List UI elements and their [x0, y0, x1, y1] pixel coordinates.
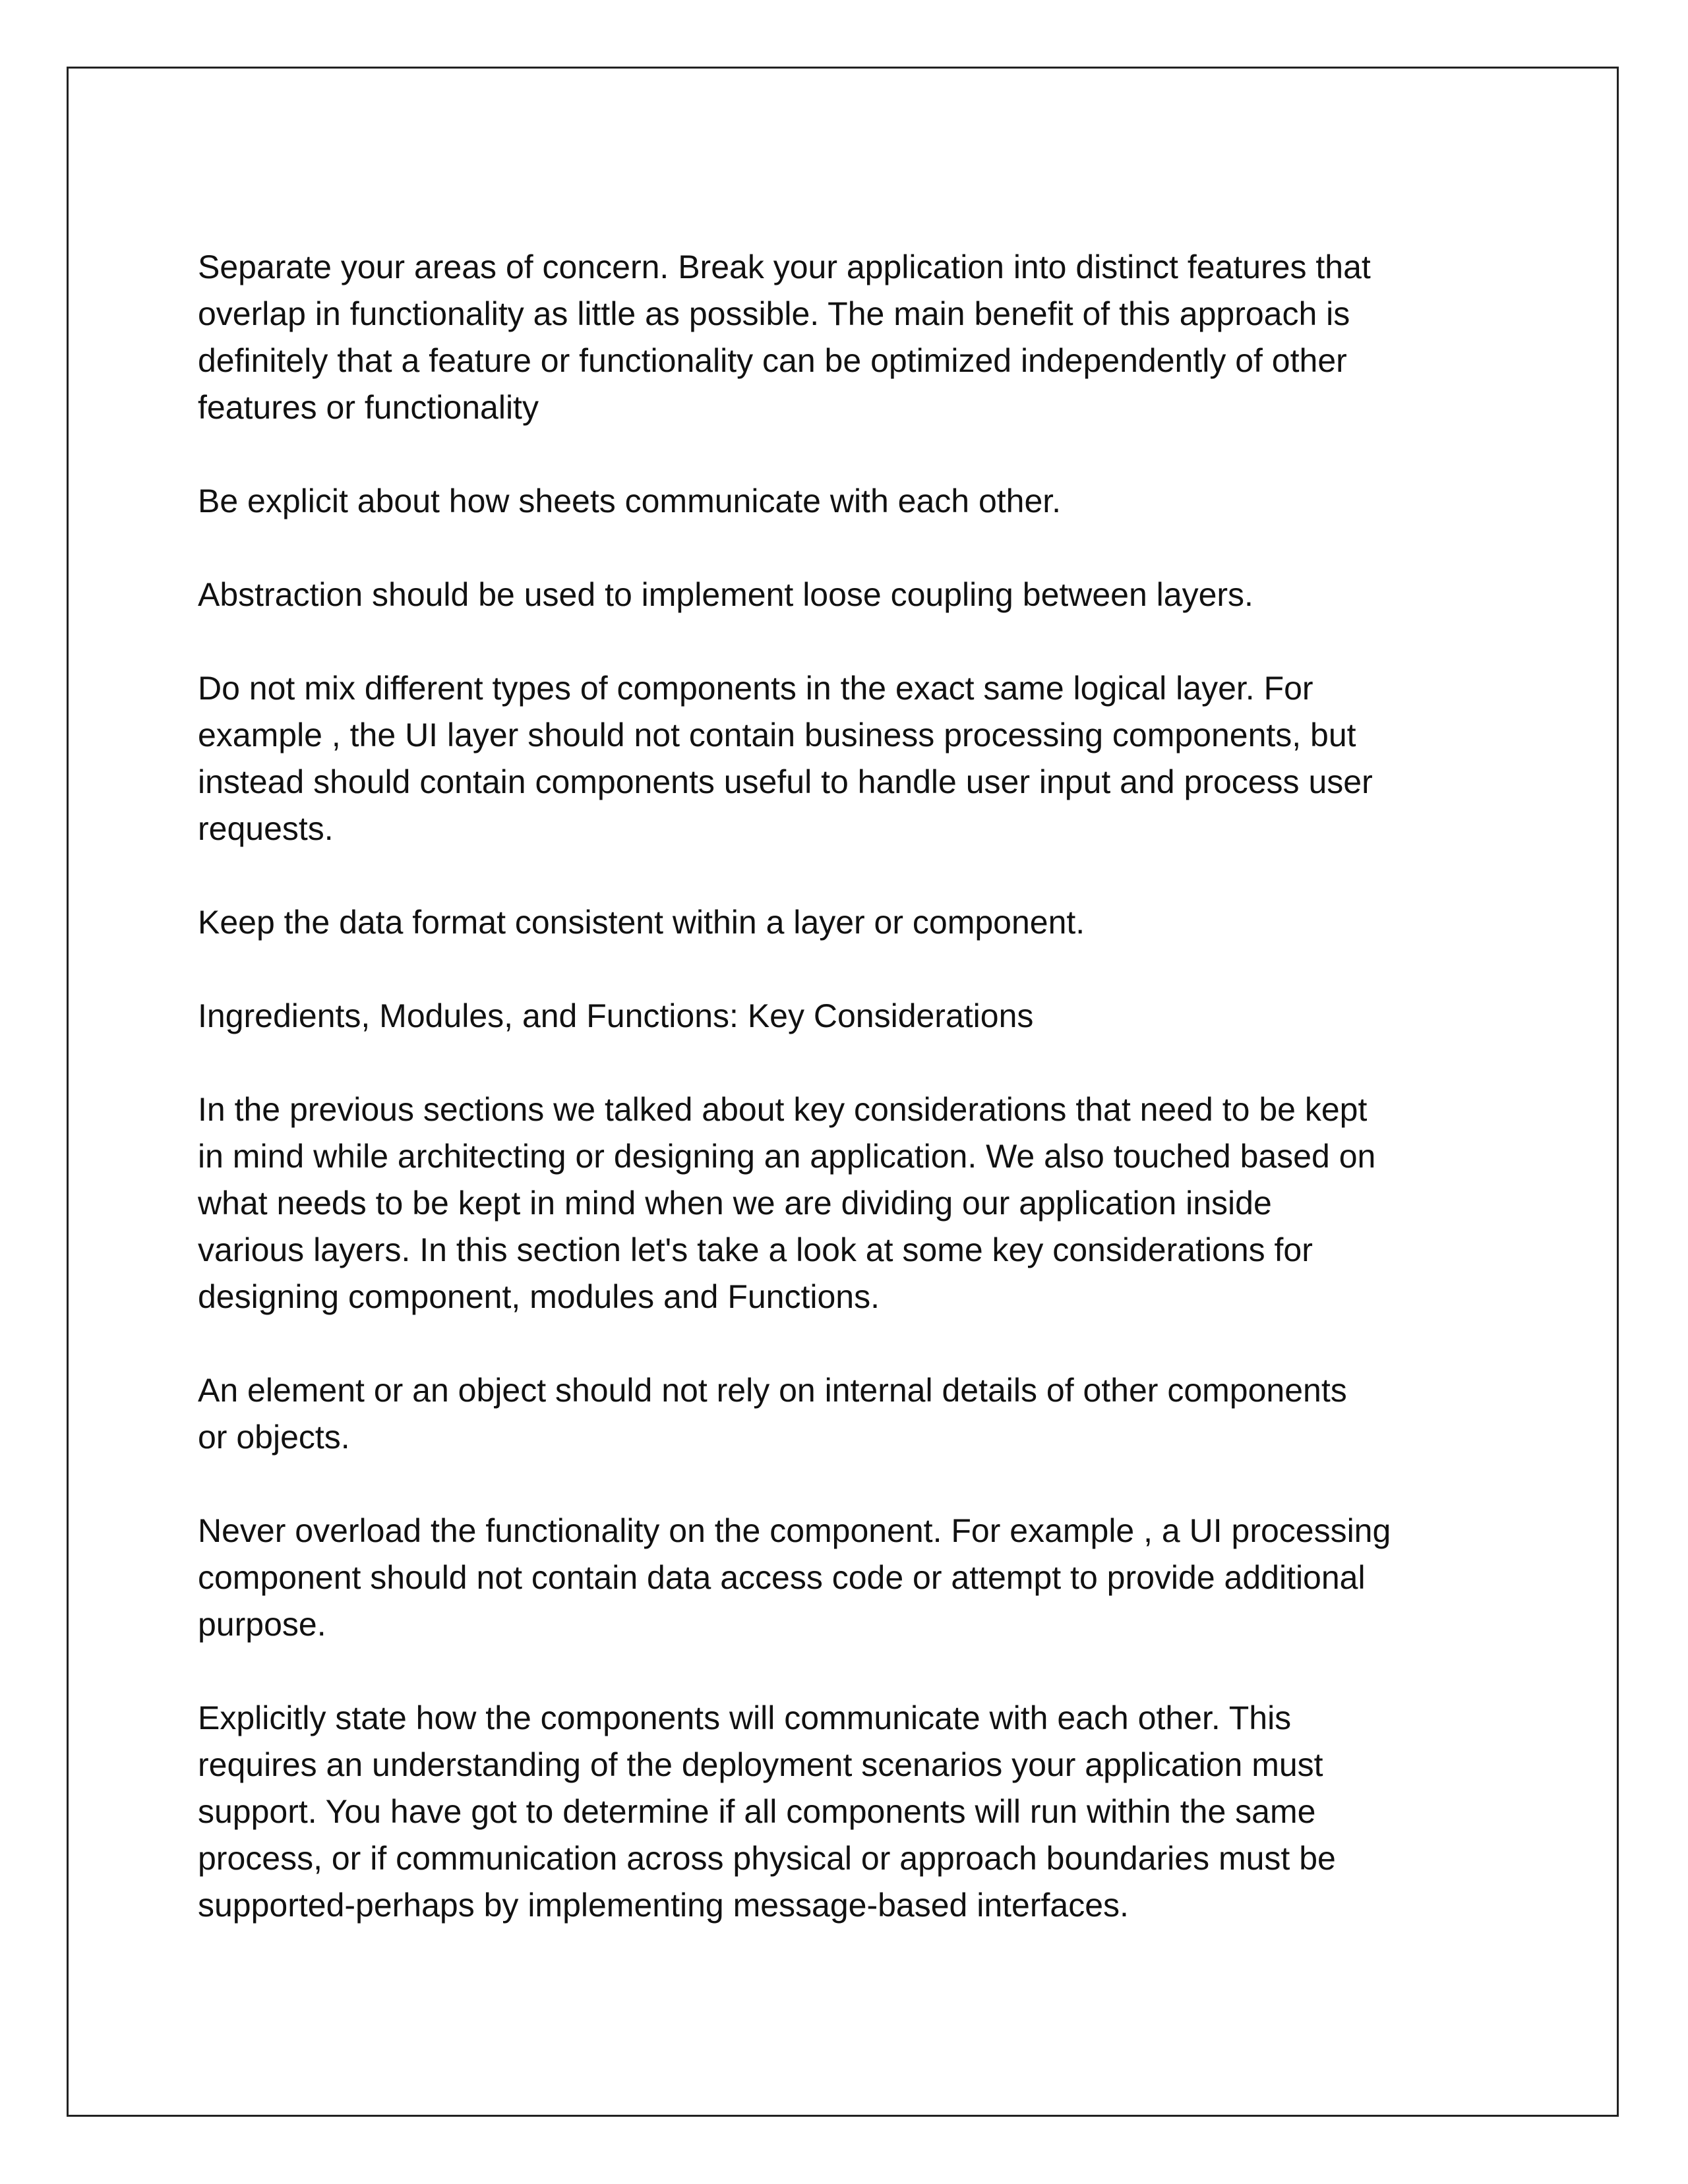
paragraph-never-overload: Never overload the functionality on the component. For example , a UI processing component should not contain data access code or attempt to provide additional purpose.	[198, 1512, 1391, 1643]
paragraph-separate-concerns: Separate your areas of concern. Break your application into distinct features that overlap in functionality as little as possible. The main benefit of this approach is definitely that a feature or functionality can be optimized independently of other features or functionality	[198, 249, 1371, 426]
paragraph-explicit-sheets: Be explicit about how sheets communicate with each other.	[198, 483, 1062, 519]
paragraph-abstraction: Abstraction should be used to implement loose coupling between layers.	[198, 576, 1253, 613]
paragraph-previous-sections: In the previous sections we talked about key considerations that need to be kept in mind while architecting or designing an application. We also touched based on what needs to be kept in mind when we are dividing our application inside various layers. In this section let's take a look at some key considerations for designing component, modules and Functions.	[198, 1091, 1376, 1315]
section-heading: Ingredients, Modules, and Functions: Key Considerations	[198, 997, 1034, 1034]
paragraph-data-format: Keep the data format consistent within a layer or component.	[198, 904, 1085, 941]
paragraph-explicitly-state: Explicitly state how the components will communicate with each other. This requires an understanding of the deployment scenarios your application must support. You have got to determine if all components will run within the same process, or if communication across physical or approach boundaries must be supported-perhaps by implementing message-based interfaces.	[198, 1699, 1336, 1924]
paragraph-do-not-mix: Do not mix different types of components in the exact same logical layer. For example , the UI layer should not contain business processing components, but instead should contain components useful to handle user input and process user requests.	[198, 670, 1373, 847]
document-body	[198, 244, 1517, 1976]
paragraph-element-object: An element or an object should not rely on internal details of other components or objects.	[198, 1372, 1347, 1456]
